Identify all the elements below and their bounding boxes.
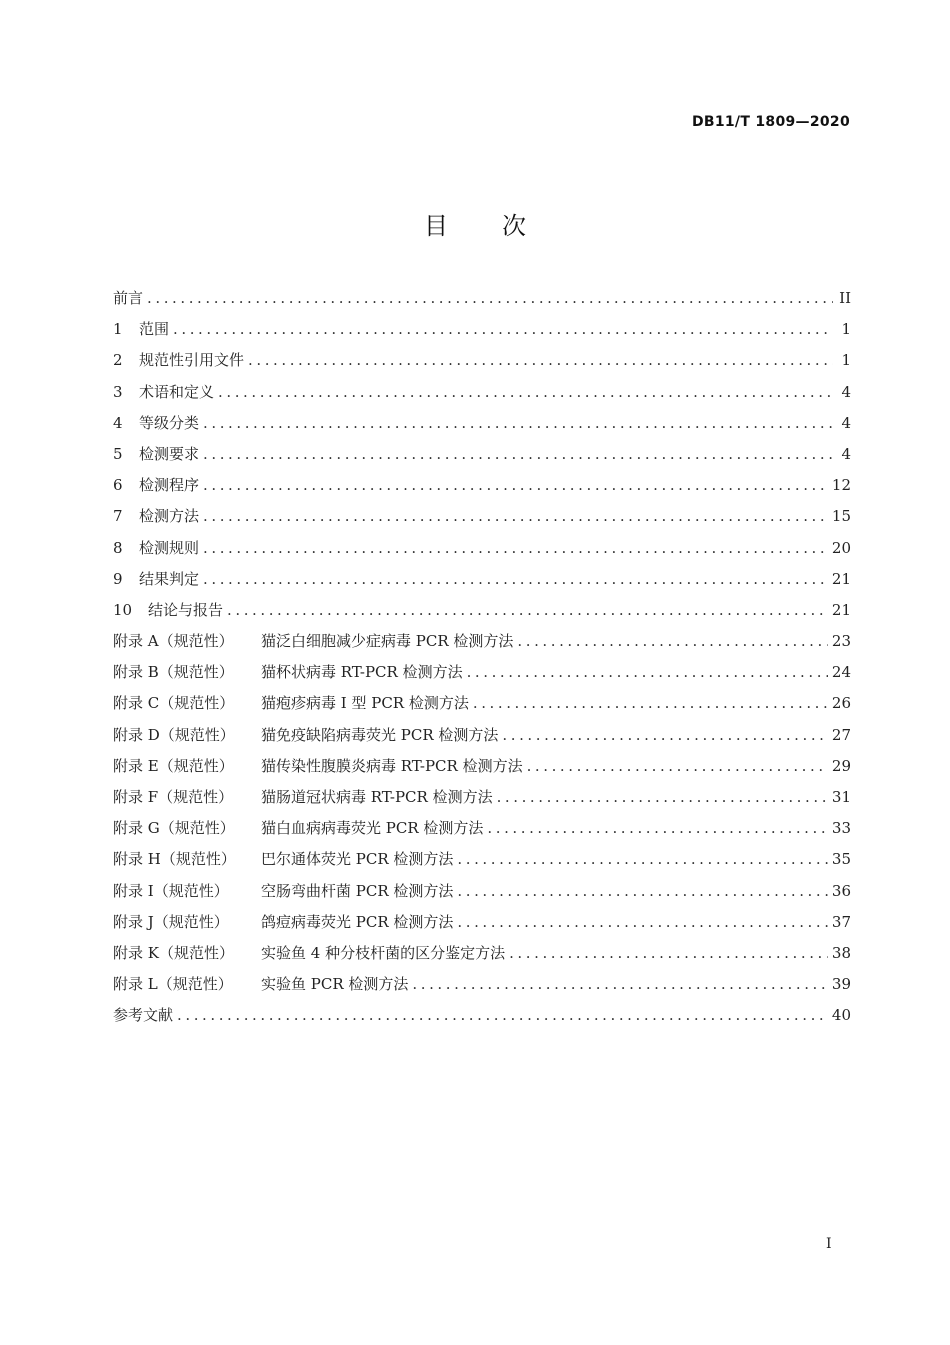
toc-appendix-entry[interactable] [113, 880, 851, 911]
document-code: DB11/T 1809—2020 [691, 114, 850, 130]
toc-entry[interactable] [113, 318, 851, 349]
appendix-title: 猫杯状病毒 RT-PCR 检测方法 [261, 663, 463, 682]
toc-entry[interactable] [113, 381, 851, 412]
dot-leader [203, 539, 828, 557]
appendix-title: 空肠弯曲杆菌 PCR 检测方法 [261, 881, 454, 900]
toc-entry-page: II [839, 289, 851, 307]
toc-entry-title: 检测方法 [139, 507, 200, 526]
toc-entry[interactable] [113, 474, 851, 505]
toc-entry-number: 6 [113, 476, 123, 495]
appendix-title: 鸽痘病毒荧光 PCR 检测方法 [261, 912, 454, 931]
toc-appendix-entry[interactable] [113, 817, 851, 848]
appendix-title: 实验鱼 PCR 检测方法 [261, 975, 409, 994]
toc-entry-number: 4 [113, 413, 123, 432]
toc-entry-number: 7 [113, 507, 123, 526]
dot-leader [203, 476, 828, 494]
appendix-label: 附录 G（规范性） [113, 819, 235, 838]
page-number: I [826, 1236, 832, 1252]
toc-entry[interactable] [113, 287, 851, 318]
appendix-title: 猫传染性腹膜炎病毒 RT-PCR 检测方法 [261, 756, 523, 775]
toc-entry[interactable] [113, 537, 851, 568]
toc-entry-title: 前言 [113, 289, 144, 307]
appendix-label: 附录 J（规范性） [113, 912, 229, 931]
toc-appendix-entry[interactable] [113, 786, 851, 817]
toc-appendix-entry[interactable] [113, 973, 851, 1004]
toc-entry-page: 4 [841, 382, 851, 401]
dot-leader [473, 694, 828, 712]
toc-entry[interactable] [113, 412, 851, 443]
dot-leader [248, 351, 833, 369]
toc-entry-number: 10 [113, 600, 133, 619]
appendix-title: 猫肠道冠状病毒 RT-PCR 检测方法 [261, 788, 493, 806]
toc-entry-number: 5 [113, 444, 123, 463]
dot-leader [527, 757, 828, 775]
references-page: 40 [831, 1006, 851, 1025]
references-title: 参考文献 [113, 1006, 174, 1025]
appendix-title: 猫白血病病毒荧光 PCR 检测方法 [261, 819, 484, 838]
toc-entry-page: 1 [841, 351, 851, 370]
toc-appendix-entry[interactable] [113, 661, 851, 692]
toc-appendix-entry[interactable] [113, 755, 851, 786]
appendix-page: 23 [831, 632, 851, 651]
title-char: 目 [424, 212, 448, 240]
appendix-page: 27 [831, 725, 851, 744]
toc-entry-page: 20 [831, 538, 851, 557]
toc-entry-title: 等级分类 [139, 413, 200, 432]
appendix-page: 38 [831, 943, 851, 962]
toc-entry[interactable] [113, 599, 851, 630]
appendix-page: 31 [831, 788, 851, 806]
appendix-label: 附录 A（规范性） [113, 632, 234, 651]
table-of-contents [113, 287, 851, 1036]
dot-leader [457, 913, 828, 931]
toc-entry-title: 规范性引用文件 [139, 351, 245, 370]
toc-entry-title: 检测要求 [139, 444, 200, 463]
toc-entry[interactable] [113, 568, 851, 599]
dot-leader [457, 850, 828, 868]
appendix-page: 33 [831, 819, 851, 838]
dot-leader [203, 570, 828, 588]
toc-entry-page: 4 [841, 413, 851, 432]
dot-leader [502, 726, 828, 744]
appendix-page: 37 [831, 912, 851, 931]
toc-entry[interactable] [113, 349, 851, 380]
title-char: 次 [502, 212, 526, 240]
dot-leader [203, 507, 828, 525]
toc-entry-page: 21 [831, 569, 851, 588]
appendix-label: 附录 F（规范性） [113, 788, 234, 806]
appendix-label: 附录 E（规范性） [113, 756, 234, 775]
toc-entry-title: 检测程序 [139, 476, 200, 495]
dot-leader [517, 632, 828, 650]
appendix-label: 附录 L（规范性） [113, 975, 233, 994]
toc-entry-title: 术语和定义 [139, 382, 215, 401]
toc-entry-title: 范围 [139, 320, 170, 339]
toc-appendix-entry[interactable] [113, 630, 851, 661]
appendix-title: 巴尔通体荧光 PCR 检测方法 [261, 850, 454, 869]
toc-entry-title: 结论与报告 [148, 600, 224, 619]
toc-entry[interactable] [113, 505, 851, 536]
toc-appendix-entry[interactable] [113, 692, 851, 723]
dot-leader [203, 414, 833, 432]
dot-leader [203, 445, 833, 463]
toc-appendix-entry[interactable] [113, 724, 851, 755]
toc-entry-number: 9 [113, 569, 123, 588]
appendix-label: 附录 B（规范性） [113, 663, 234, 682]
dot-leader [177, 1006, 828, 1024]
toc-references-entry[interactable] [113, 1004, 851, 1035]
dot-leader [467, 663, 828, 681]
appendix-label: 附录 H（规范性） [113, 850, 236, 869]
appendix-page: 35 [831, 850, 851, 869]
toc-entry-page: 15 [831, 507, 851, 526]
toc-entry[interactable] [113, 443, 851, 474]
appendix-label: 附录 K（规范性） [113, 943, 234, 962]
appendix-page: 26 [831, 694, 851, 713]
toc-entry-number: 2 [113, 351, 123, 370]
appendix-label: 附录 I（规范性） [113, 881, 229, 900]
appendix-title: 实验鱼 4 种分枝杆菌的区分鉴定方法 [261, 943, 506, 962]
toc-entry-page: 12 [831, 476, 851, 495]
dot-leader [487, 819, 828, 837]
dot-leader [457, 882, 828, 900]
toc-entry-title: 检测规则 [139, 538, 200, 557]
toc-appendix-entry[interactable] [113, 848, 851, 879]
toc-appendix-entry[interactable] [113, 942, 851, 973]
appendix-title: 猫免疫缺陷病毒荧光 PCR 检测方法 [261, 725, 499, 744]
dot-leader [509, 944, 828, 962]
dot-leader [412, 975, 828, 993]
appendix-page: 39 [831, 975, 851, 994]
dot-leader [227, 601, 828, 619]
appendix-label: 附录 D（规范性） [113, 725, 235, 744]
toc-entry-page: 1 [841, 320, 851, 339]
toc-entry-title: 结果判定 [139, 569, 200, 588]
dot-leader [497, 788, 828, 806]
appendix-label: 附录 C（规范性） [113, 694, 235, 713]
appendix-title: 猫泛白细胞减少症病毒 PCR 检测方法 [261, 632, 514, 651]
toc-entry-number: 1 [113, 320, 123, 339]
toc-entry-page: 21 [831, 600, 851, 619]
toc-entry-number: 8 [113, 538, 123, 557]
dot-leader [218, 383, 833, 401]
appendix-page: 36 [831, 881, 851, 900]
dot-leader [173, 320, 833, 338]
page-title [0, 206, 950, 241]
toc-entry-page: 4 [841, 444, 851, 463]
appendix-title: 猫疱疹病毒 I 型 PCR 检测方法 [261, 694, 469, 713]
toc-entry-number: 3 [113, 382, 123, 401]
dot-leader [147, 289, 833, 307]
toc-appendix-entry[interactable] [113, 911, 851, 942]
appendix-page: 24 [831, 663, 851, 682]
appendix-page: 29 [831, 756, 851, 775]
